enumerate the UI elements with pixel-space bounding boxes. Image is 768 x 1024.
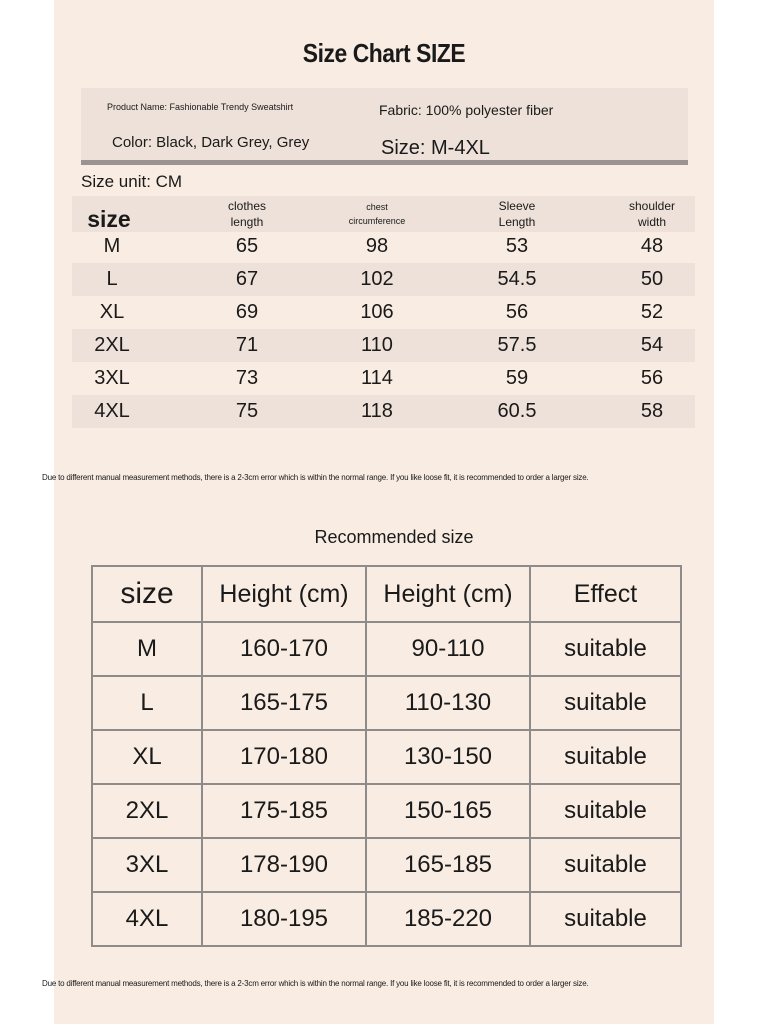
cell-size: M [103,235,121,257]
cell-chest: 114 [361,367,393,389]
cell-shoulder: 58 [640,400,664,422]
cell-size: M [92,622,202,676]
header-shoulder-line2: width [637,215,666,229]
cell-effect: suitable [530,784,681,838]
cell-size: XL [99,301,125,323]
table-row [92,730,681,784]
recommended-title: Recommended size [314,527,474,547]
cell-size: 2XL [92,784,202,838]
cell-sleeve: 54.5 [497,268,537,290]
size-chart-page [42,0,714,1024]
cell-size: XL [92,730,202,784]
cell-size: 3XL [94,367,130,389]
recommended-size-table [91,565,682,947]
header-clothes-length [197,198,297,230]
cell-chest: 118 [361,400,393,422]
header-sleeve [467,198,567,230]
size-unit-label: Size unit: CM [81,172,183,191]
cell-sleeve: 56 [505,301,529,323]
cell-size: L [92,676,202,730]
cell-height-1: 175-185 [202,784,366,838]
cell-chest: 106 [360,301,394,323]
measurement-note: Due to different manual measurement methods, there is a 2-3cm error which is within the normal range. If you like loose fit, it is recommended to order a larger size. [42,473,589,482]
cell-height-2: 150-165 [366,784,530,838]
header-sleeve-line2: Length [498,215,536,229]
cell-length: 65 [235,235,259,257]
header-shoulder [602,198,702,230]
header-clothes-length-line1: clothes [227,199,267,213]
cell-size: 4XL [92,892,202,946]
info-divider [81,160,688,165]
cell-shoulder: 50 [640,268,664,290]
header-shoulder-line1: shoulder [628,199,676,213]
cell-effect: suitable [530,622,681,676]
header-height-1: Height (cm) [202,566,366,622]
cell-shoulder: 52 [640,301,664,323]
table-row [72,230,695,263]
header-chest-line2: circumference [348,216,406,226]
cell-sleeve: 57.5 [497,334,537,356]
table-row [72,395,695,428]
cell-height-2: 185-220 [366,892,530,946]
header-chest-line1: chest [366,202,388,212]
recommended-header-row [92,566,681,622]
cell-shoulder: 48 [640,235,664,257]
table-row [72,362,695,395]
table-row [72,263,695,296]
cell-height-1: 160-170 [202,622,366,676]
cell-effect: suitable [530,838,681,892]
cell-effect: suitable [530,730,681,784]
cell-height-2: 110-130 [366,676,530,730]
cell-height-1: 178-190 [202,838,366,892]
cell-size: 4XL [94,400,130,422]
size-range-info: Size: M-4XL [381,137,490,159]
header-chest [327,200,427,228]
cell-height-1: 170-180 [202,730,366,784]
product-name: Product Name: Fashionable Trendy Sweatshirt [107,102,294,112]
header-size: size [92,566,202,622]
table-row [92,784,681,838]
cell-length: 75 [235,400,259,422]
cell-sleeve: 60.5 [497,400,537,422]
header-height-2: Height (cm) [366,566,530,622]
measurement-table-header [72,196,695,232]
color-info: Color: Black, Dark Grey, Grey [112,134,310,151]
cell-chest: 102 [360,268,394,290]
fabric-info: Fabric: 100% polyester fiber [379,102,554,118]
table-row [92,676,681,730]
cell-length: 71 [235,334,259,356]
cell-size: 3XL [92,838,202,892]
cell-chest: 110 [361,334,393,356]
cell-length: 73 [235,367,259,389]
cell-height-1: 180-195 [202,892,366,946]
cell-height-1: 165-175 [202,676,366,730]
cell-height-2: 90-110 [366,622,530,676]
cell-effect: suitable [530,676,681,730]
table-row [72,296,695,329]
cell-chest: 98 [365,235,389,257]
cell-effect: suitable [530,892,681,946]
cell-sleeve: 59 [505,367,529,389]
measurement-note-bottom: Due to different manual measurement methods, there is a 2-3cm error which is within the normal range. If you like loose fit, it is recommended to order a larger size. [42,979,589,988]
cell-length: 69 [235,301,259,323]
cell-shoulder: 54 [640,334,664,356]
table-row [92,838,681,892]
cell-height-2: 165-185 [366,838,530,892]
header-size: size [87,206,131,232]
cell-shoulder: 56 [640,367,664,389]
cell-height-2: 130-150 [366,730,530,784]
header-clothes-length-line2: length [230,215,264,229]
table-row [72,329,695,362]
cell-sleeve: 53 [505,235,529,257]
table-row [92,892,681,946]
page-title: Size Chart SIZE [302,38,466,68]
header-effect: Effect [530,566,681,622]
cell-size: L [106,268,118,290]
header-sleeve-line1: Sleeve [498,199,536,213]
cell-size: 2XL [94,334,130,356]
cell-length: 67 [235,268,259,290]
table-row [92,622,681,676]
